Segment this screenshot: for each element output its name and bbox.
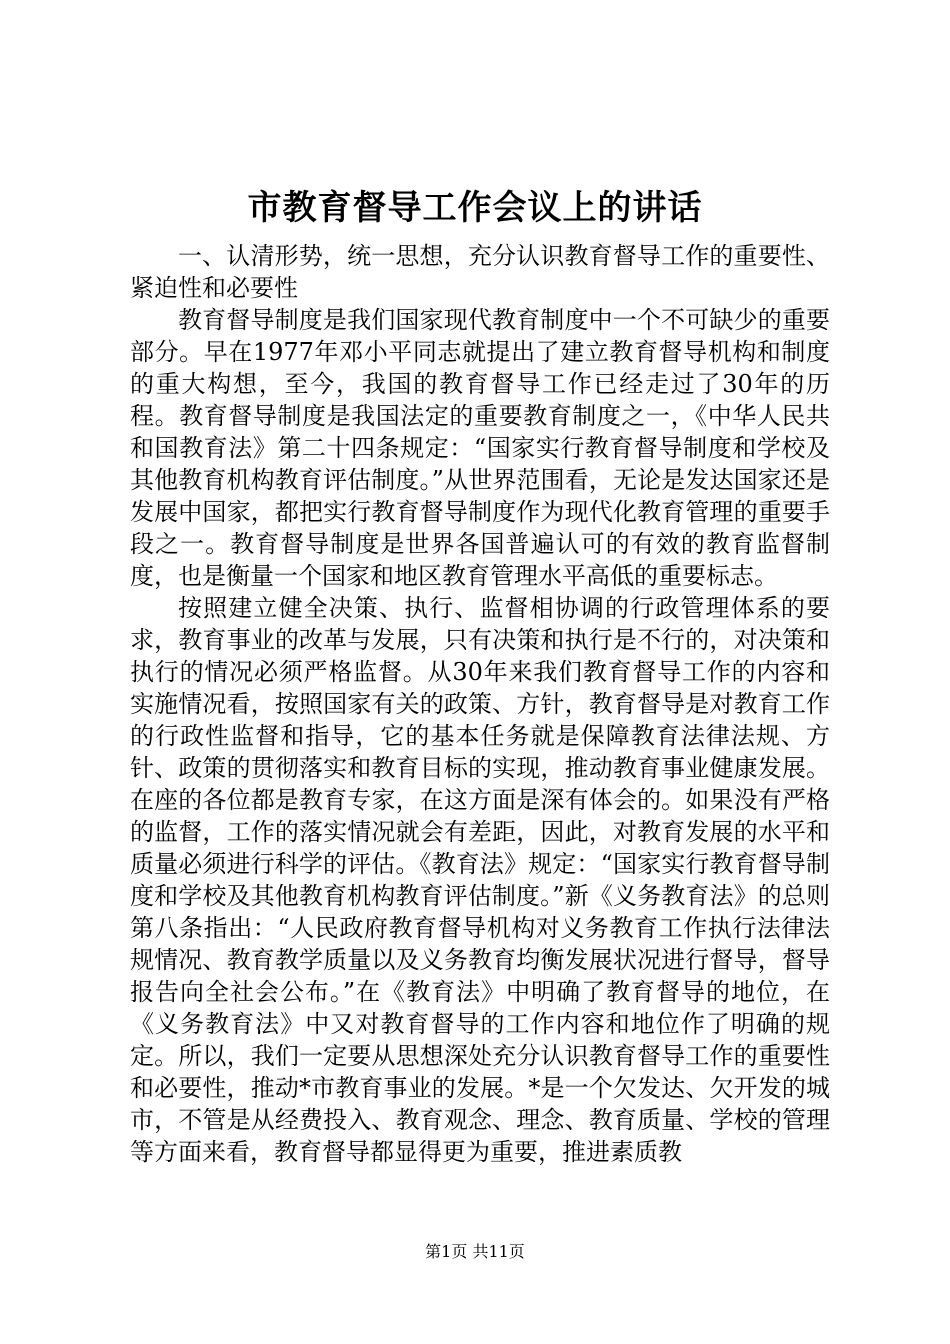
- document-body: [130, 240, 830, 1168]
- section-heading: 一、认清形势，统一思想，充分认识教育督导工作的重要性、紧迫性和必要性: [130, 242, 830, 302]
- body-paragraph: 按照建立健全决策、执行、监督相协调的行政管理体系的要求，教育事业的改革与发展，只有决策和执行是不行的，对决策和执行的情况必须严格监督。从30年来我们教育督导工作的内容和实施情况看，按照国家有关的政策、方针，教育督导是对教育工作的行政性监督和指导，它的基本任务就是保障教育法律法规、方针、政策的贯彻落实和教育目标的实现，推动教育事业健康发展。在座的各位都是教育专家，在这方面是深有体会的。如果没有严格的监督，工作的落实情况就会有差距，因此，对教育发展的水平和质量必须进行科学的评估。《教育法》规定：“国家实行教育督导制度和学校及其他教育机构教育评估制度。”新《义务教育法》的总则第八条指出：“人民政府教育督导机构对义务教育工作执行法律法规情况、教育教学质量以及义务教育均衡发展状况进行督导，督导报告向全社会公布。”在《教育法》中明确了教育督导的地位，在《义务教育法》中又对教育督导的工作内容和地位作了明确的规定。所以，我们一定要从思想深处充分认识教育督导工作的重要性和必要性，推动*市教育事业的发展。*是一个欠发达、欠开发的城市，不管是从经费投入、教育观念、理念、教育质量、学校的管理等方面来看，教育督导都显得更为重要，推进素质教: [130, 594, 830, 1166]
- body-paragraph: 教育督导制度是我们国家现代教育制度中一个不可缺少的重要部分。早在1977年邓小平同志就提出了建立教育督导机构和制度的重大构想，至今，我国的教育督导工作已经走过了30年的历程。教育督导制度是我国法定的重要教育制度之一，《中华人民共和国教育法》第二十四条规定：“国家实行教育督导制度和学校及其他教育机构教育评估制度。”从世界范围看，无论是发达国家还是发展中国家，都把实行教育督导制度作为现代化教育管理的重要手段之一。教育督导制度是世界各国普遍认可的有效的教育监督制度，也是衡量一个国家和地区教育管理水平高低的重要标志。: [130, 306, 830, 590]
- page-title: 市教育督导工作会议上的讲话: [247, 188, 703, 228]
- page-number-footer: 第1页 共11页: [425, 1242, 525, 1261]
